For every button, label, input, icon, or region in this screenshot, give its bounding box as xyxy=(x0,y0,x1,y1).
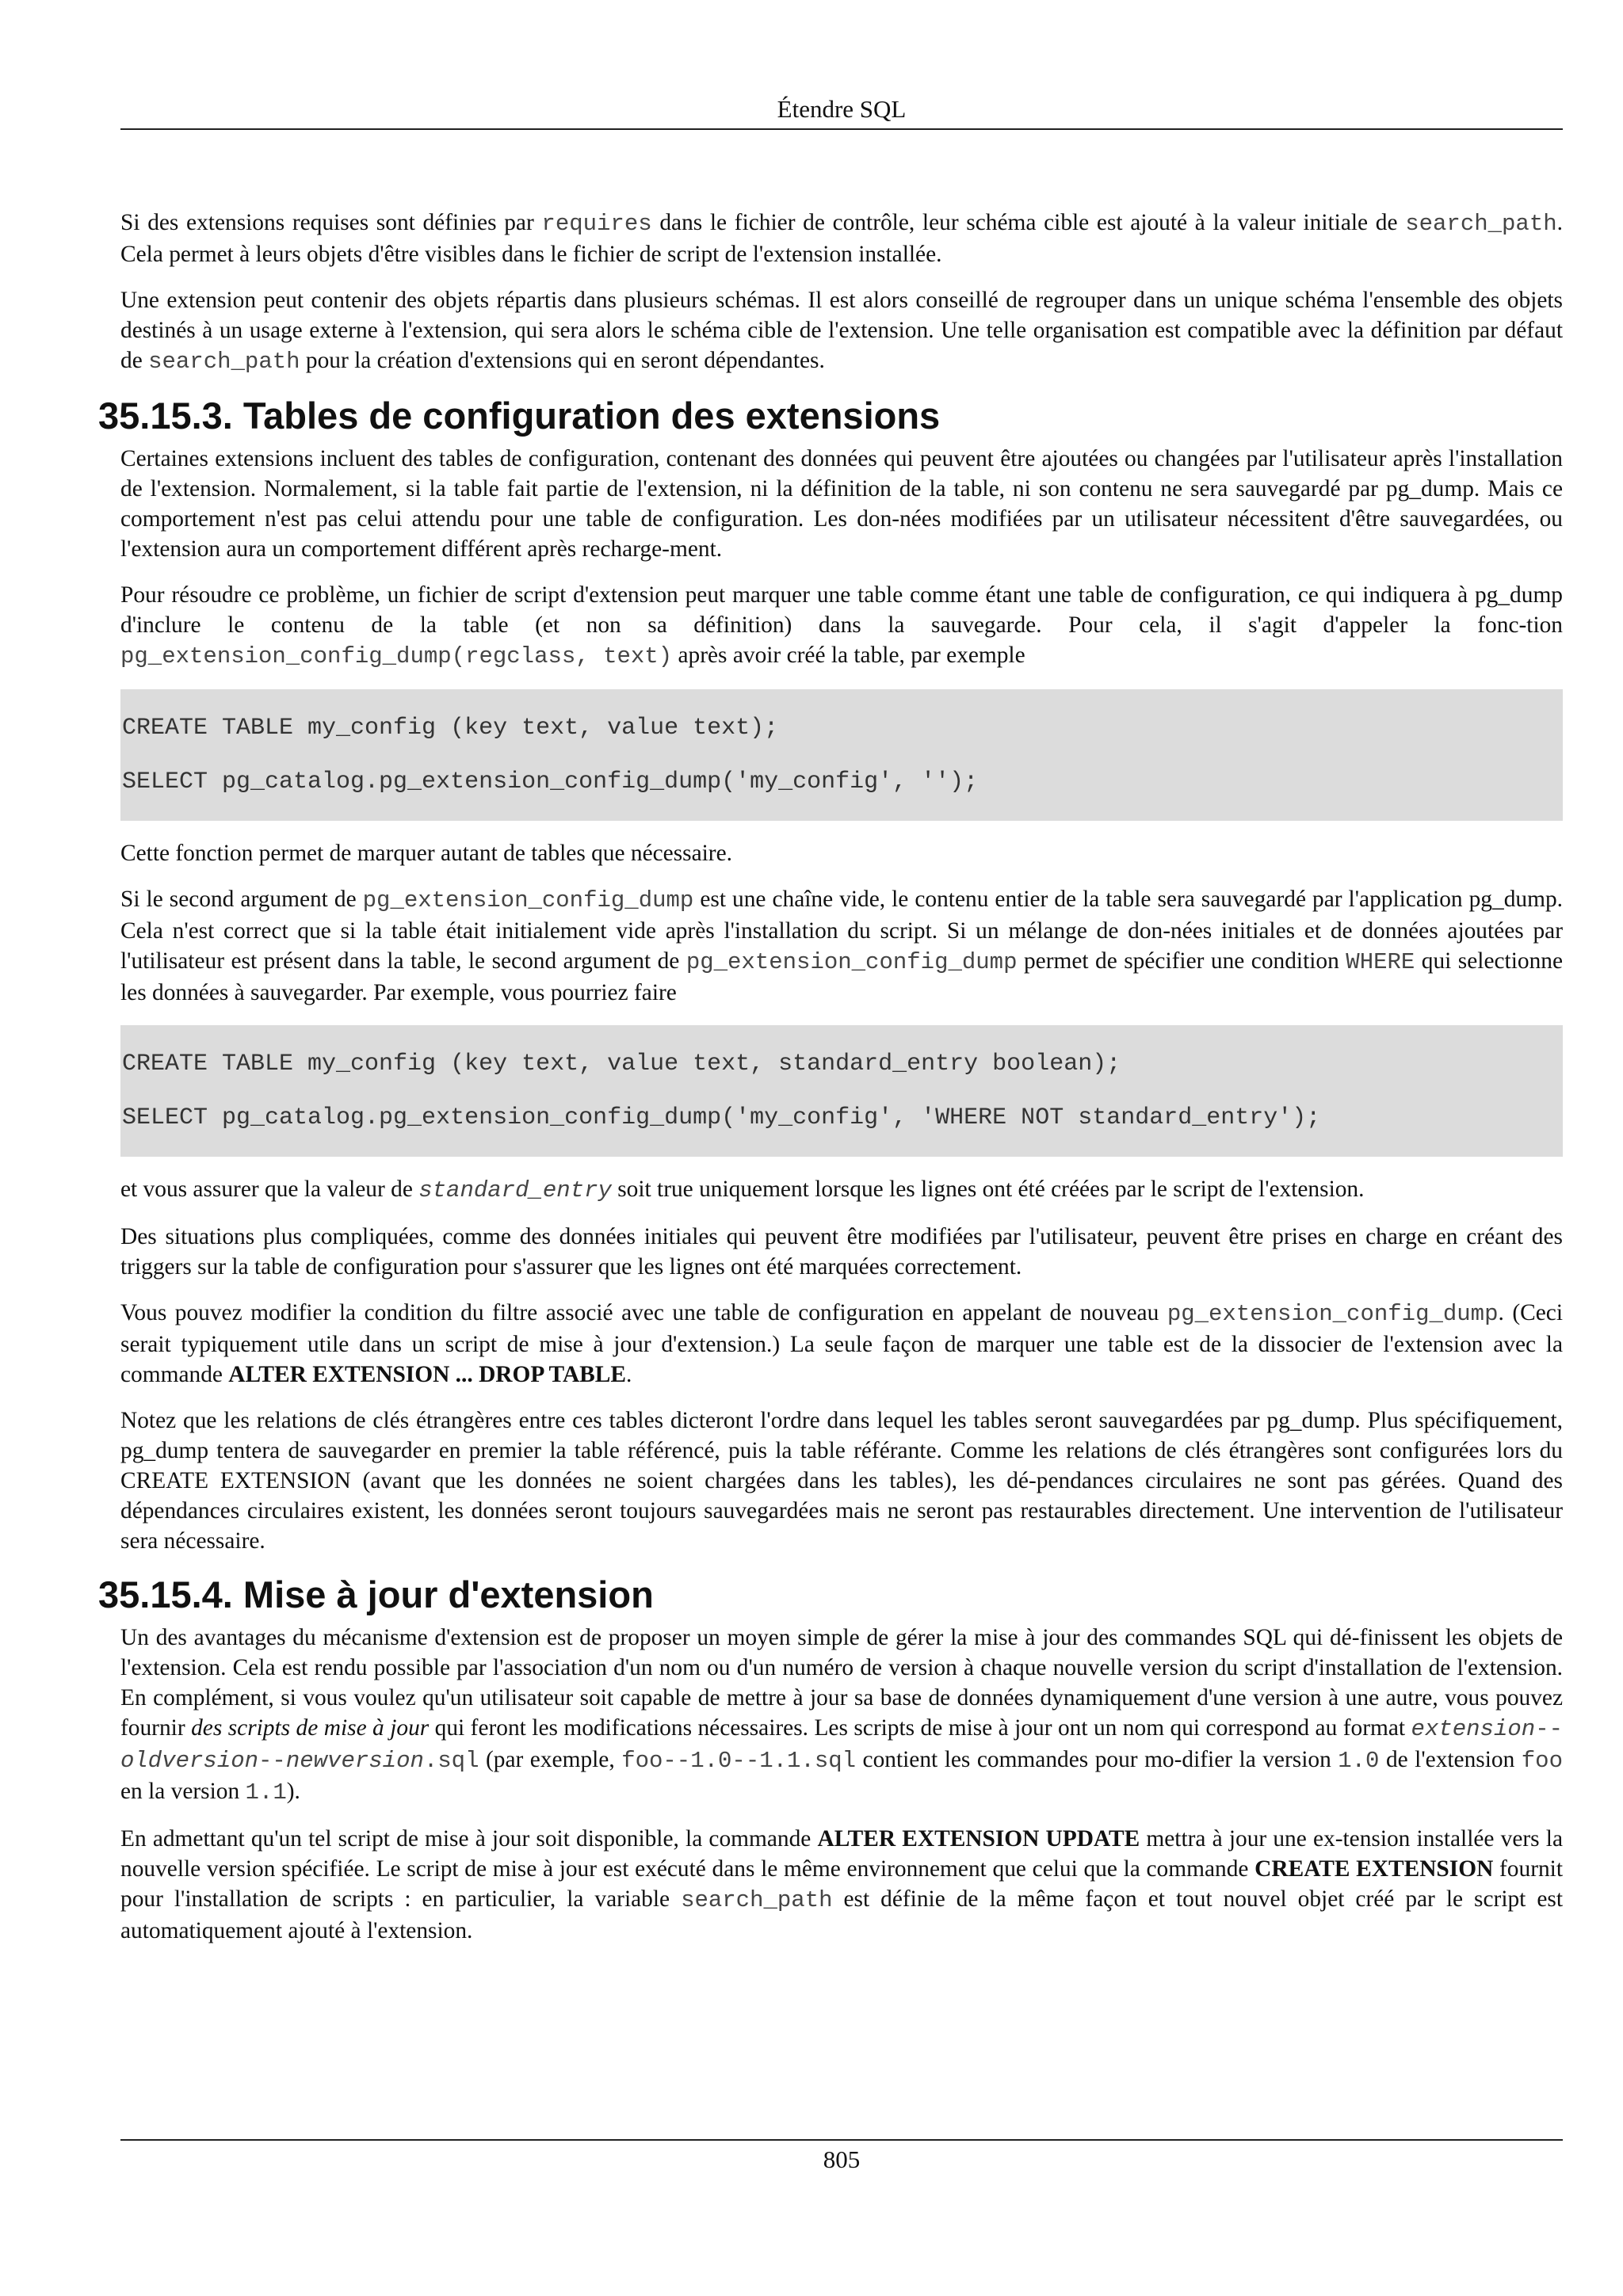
text-run: mettra à jour une ex-tension installée vers la nouvelle version spécifiée. Le script de mise à jour est exécuté dans le même environnement que celui que la commande xyxy=(120,1826,1563,1882)
paragraph-second-argument xyxy=(120,884,1563,1008)
text-run: soit true uniquement lorsque les lignes ont été créées par le script de l'extension. xyxy=(611,1177,1365,1202)
text-run: . xyxy=(626,1362,632,1387)
inline-code: search_path xyxy=(681,1887,833,1913)
text-run: (par exemple, xyxy=(479,1747,622,1772)
paragraph-config-intro xyxy=(120,444,1563,564)
code-line: CREATE TABLE my_config (key text, value text); xyxy=(122,715,779,742)
paragraph-requires xyxy=(120,208,1563,269)
text-run: après avoir créé la table, par exemple xyxy=(672,643,1025,668)
paragraph-triggers xyxy=(120,1222,1563,1282)
text-run: et vous assurer que la valeur de xyxy=(120,1177,419,1202)
inline-code: pg_extension_config_dump xyxy=(1167,1301,1499,1327)
text-run: pour la création d'extensions qui en seront dépendantes. xyxy=(300,348,825,373)
text-run: qui selectionne les données à sauvegarder. Par exemple, vous pourriez faire xyxy=(120,948,1564,1005)
inline-code: pg_extension_config_dump xyxy=(362,887,694,913)
inline-code: pg_extension_config_dump(regclass, text) xyxy=(120,643,673,669)
text-run: Certaines extensions incluent des tables de configuration, contenant des données qui peuvent être ajoutées ou changées par l'utilisateur après l'installation de l'extension. Normalement, si la table fait partie de l'extension, ni la définition de la table, ni son contenu ne sera sauvegardé par pg_dump. Mais ce comportement n'est pas celui attendu pour une table de configuration. Les don-nées modifiées par un utilisateur nécessitent d'être sauvegardées, ou l'extension aura un comportement différent après recharge-ment. xyxy=(120,446,1563,562)
paragraph-modify-filter xyxy=(120,1298,1563,1390)
text-run: Si le second argument de xyxy=(120,887,363,912)
inline-code: foo xyxy=(1521,1748,1563,1774)
inline-code: 1.0 xyxy=(1338,1748,1380,1774)
paragraph-config-solution xyxy=(120,580,1563,672)
text-run: Pour résoudre ce problème, un fichier de script d'extension peut marquer une table comme étant une table de configuration, ce qui indiquera à pg_dump d'inclure le contenu de la table (et non sa définition) dans la sauvegarde. Pour cela, il s'agit d'appeler la fonc-tion xyxy=(120,582,1563,638)
page-content xyxy=(98,208,1564,1962)
code-block-example-2 xyxy=(120,1025,1563,1157)
inline-code: 1.1 xyxy=(245,1779,287,1806)
text-run: contient les commandes pour mo-difier la version xyxy=(856,1747,1338,1772)
text-run: ). xyxy=(286,1779,300,1804)
text-run: permet de spécifier une condition xyxy=(1017,948,1346,974)
inline-code: .sql xyxy=(423,1748,479,1774)
inline-code: WHERE xyxy=(1346,949,1415,975)
text-run: qui feront les modifications nécessaires. Les scripts de mise à jour ont un nom qui correspond au format xyxy=(429,1715,1411,1741)
text-run: est définie de la même façon et tout nouvel objet créé par le script est automatiquement ajouté à l'extension. xyxy=(120,1886,1563,1943)
paragraph-standard-entry xyxy=(120,1174,1563,1206)
running-header: Étendre SQL xyxy=(777,95,907,123)
paragraph-foreign-keys xyxy=(120,1405,1563,1556)
section-heading-config-tables: 35.15.3. Tables de configuration des extensions xyxy=(98,395,941,437)
inline-variable: oldversion xyxy=(120,1748,259,1774)
text-run: Un des avantages du mécanisme d'extension est de proposer un moyen simple de gérer la mise à jour des commandes SQL qui dé-finissent les objets de l'extension. Cela est rendu possible par l'association d'un nom ou d'un numéro de version à chaque nouvelle version du script d'installation de l'extension. En complément, si vous voulez qu'un utilisateur soit capable de mettre à jour sa base de données dynamiquement d'une version à une autre, vous pouvez fournir xyxy=(120,1625,1563,1741)
inline-variable: extension xyxy=(1411,1716,1536,1742)
code-line: SELECT pg_catalog.pg_extension_config_dump('my_config', ''); xyxy=(122,769,979,795)
page-number: 805 xyxy=(823,2145,861,2173)
text-run: . (Ceci serait typiquement utile dans un script de mise à jour d'extension.) La seule façon de marquer une table est de la dissocier de l'extension avec la commande xyxy=(120,1300,1563,1387)
text-run: Si des extensions requises sont définies par xyxy=(120,210,542,235)
inline-code: -- xyxy=(1535,1716,1563,1742)
inline-code: search_path xyxy=(148,349,300,375)
paragraph-update-mechanism xyxy=(120,1623,1563,1808)
text-run: dans le fichier de contrôle, leur schéma cible est ajouté à la valeur initiale de xyxy=(651,210,1406,235)
paragraph-alter-extension-update xyxy=(120,1824,1563,1946)
paragraph-multiple-tables xyxy=(120,838,1563,868)
text-run: Vous pouvez modifier la condition du filtre associé avec une table de configuration en appelant de nouveau xyxy=(120,1300,1167,1325)
inline-code: pg_extension_config_dump xyxy=(685,949,1018,975)
inline-variable: standard_entry xyxy=(418,1177,612,1203)
inline-code: requires xyxy=(541,211,652,237)
inline-code: -- xyxy=(258,1748,286,1774)
inline-code: foo--1.0--1.1.sql xyxy=(621,1748,857,1774)
inline-variable: newversion xyxy=(285,1748,424,1774)
text-run: Une extension peut contenir des objets répartis dans plusieurs schémas. Il est alors conseillé de regrouper dans un unique schéma l'ensemble des objets destinés à un usage externe à l'extension, qui sera alors le schéma cible de l'extension. Une telle organisation est compatible avec la définition par défaut de xyxy=(120,288,1563,373)
text-run: Des situations plus compliquées, comme des données initiales qui peuvent être modifiées par l'utilisateur, peuvent être prises en charge en créant des triggers sur la table de configuration pour s'assurer que les lignes ont été marquées correctement. xyxy=(120,1224,1563,1280)
code-block-example-1 xyxy=(120,689,1563,821)
text-run: En admettant qu'un tel script de mise à jour soit disponible, la commande xyxy=(120,1826,818,1852)
code-line: CREATE TABLE my_config (key text, value text, standard_entry boolean); xyxy=(122,1051,1121,1077)
header-rule xyxy=(120,128,1563,130)
command-name: ALTER EXTENSION ... DROP TABLE xyxy=(228,1362,626,1387)
text-run: Cette fonction permet de marquer autant de tables que nécessaire. xyxy=(120,841,732,866)
section-heading-extension-update: 35.15.4. Mise à jour d'extension xyxy=(98,1573,654,1615)
paragraph-schemas xyxy=(120,285,1563,377)
inline-code: search_path xyxy=(1405,211,1557,237)
text-run: fournit pour l'installation de scripts : en particulier, la variable xyxy=(120,1856,1564,1912)
text-run: est une chaîne vide, le contenu entier de la table sera sauvegardé par l'application pg_dump. Cela n'est correct que si la table était initialement vide après l'installation du script. Si un mélange de don-nées initiales et de données ajoutées par l'utilisateur est présent dans la table, le second argument de xyxy=(120,887,1563,974)
emphasis-text: des scripts de mise à jour xyxy=(191,1715,430,1741)
text-run: en la version xyxy=(120,1779,246,1804)
text-run: de l'extension xyxy=(1379,1747,1522,1772)
footer-rule xyxy=(120,2139,1563,2141)
command-name: ALTER EXTENSION UPDATE xyxy=(817,1826,1140,1852)
code-line: SELECT pg_catalog.pg_extension_config_dump('my_config', 'WHERE NOT standard_entry'); xyxy=(122,1104,1321,1131)
text-run: . Cela permet à leurs objets d'être visibles dans le fichier de script de l'extension installée. xyxy=(120,210,1563,267)
command-name: CREATE EXTENSION xyxy=(1254,1856,1494,1882)
text-run: Notez que les relations de clés étrangères entre ces tables dicteront l'ordre dans lequel les tables seront sauvegardées par pg_dump. Plus spécifiquement, pg_dump tentera de sauvegarder en premier la table référencé, puis la table référante. Comme les relations de clés étrangères sont configurées lors du CREATE EXTENSION (avant que les données ne soient chargées dans les tables), les dé-pendances circulaires ne sont pas gérées. Quand des dépendances circulaires existent, les données seront toujours sauvegardées mais ne seront pas restaurables directement. Une intervention de l'utilisateur sera nécessaire. xyxy=(120,1408,1563,1554)
